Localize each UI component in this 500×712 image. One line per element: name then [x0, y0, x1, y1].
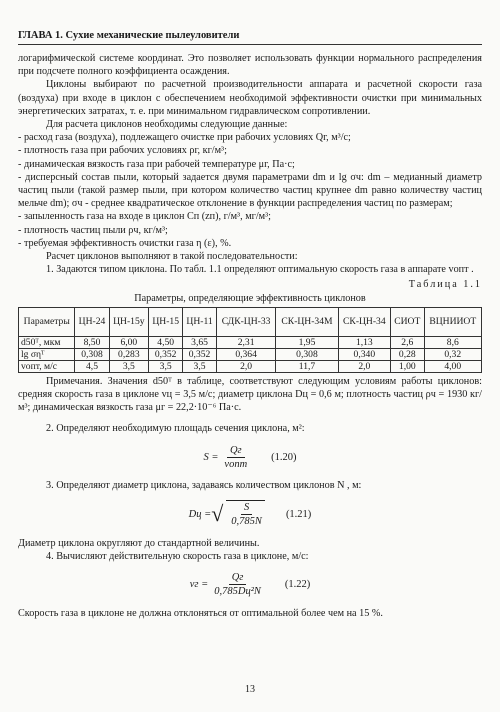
table-cell: 4,50: [149, 336, 183, 348]
formula-numerator: S: [241, 501, 252, 515]
table-cell: 3,65: [183, 336, 217, 348]
table-cell: 0,352: [183, 348, 217, 360]
table-header-cell: СИОТ: [391, 307, 424, 336]
formula-fraction: [221, 444, 250, 471]
paragraph: Диаметр циклона округляют до стандартной величины.: [18, 537, 260, 549]
table-cell: 2,31: [216, 336, 275, 348]
formula-fraction: [211, 571, 264, 598]
step-4: 4. Вычисляют действительную скорость газа в циклоне, м/с:: [46, 550, 309, 562]
table-header-cell: СК-ЦН-34: [338, 307, 390, 336]
table-cell: 4,00: [424, 360, 481, 372]
table-cell: 2,0: [338, 360, 390, 372]
paragraph: Для расчета циклонов необходимы следующие данные:: [46, 119, 288, 131]
formula-numerator: Qг: [229, 571, 247, 585]
radical-icon: √: [211, 501, 224, 527]
table-cell: 0,352: [149, 348, 183, 360]
table-cell: 3,5: [183, 360, 217, 372]
equation-number: (1.21): [285, 508, 312, 520]
table-cell: 8,6: [424, 336, 481, 348]
formula-lhs: Dц =: [188, 508, 212, 520]
equation-number: (1.22): [284, 579, 311, 591]
table-cell: 0,32: [424, 348, 481, 360]
formula-denominator: 0,785N: [231, 516, 262, 528]
table-header-cell: ЦН-24: [75, 307, 109, 336]
paragraph: Скорость газа в циклоне не должна отклоняться от оптимальной более чем на 15 %.: [18, 607, 383, 619]
formula-numerator: Qг: [227, 444, 245, 458]
paragraph: Расчет циклонов выполняют в такой последовательности:: [46, 251, 298, 263]
table-cell: 0,340: [338, 348, 390, 360]
formula-1-21: [18, 500, 482, 528]
table-cell: 1,00: [391, 360, 424, 372]
step-2: 2. Определяют необходимую площадь сечения циклона, м²:: [46, 423, 305, 435]
list-item: - запыленность газа на входе в циклон Сп (zп), г/м³, мг/м³;: [18, 211, 271, 223]
table-header-cell: Параметры: [19, 307, 75, 336]
table-note: Примечания. Значения d50ᵀ в таблице, соответствуют следующим условиям работы циклонов: средняя скорость газа в циклоне vц = 3,5 м/с; диаметр циклона Dц = 0,6 м; плотность частиц ρч = 1930 кг/м³; динамическая вязкость газа μг = 22,2·10⁻⁶ Па·с.: [18, 375, 482, 414]
table-cell: 3,5: [149, 360, 183, 372]
list-item: - плотность частиц пыли ρч, кг/м³;: [18, 224, 168, 236]
table-label: Таблица 1.1: [408, 279, 482, 291]
list-item: - расход газа (воздуха), подлежащего очистке при рабочих условиях Qг, м³/с;: [18, 132, 351, 144]
text-body: [18, 52, 482, 620]
table-cell: 0,283: [109, 348, 149, 360]
paragraph: логарифмической системе координат. Это позволяет использовать функции нормального распределения при подсчете полного коэффициента осаждения.: [18, 53, 482, 78]
table-cell: 0,308: [75, 348, 109, 360]
table-cell: lg σηᵀ: [19, 348, 75, 360]
table-header-cell: ЦН-15: [149, 307, 183, 336]
formula-denominator: 0,785Dц²N: [214, 586, 261, 598]
table-row: [19, 336, 482, 348]
formula-lhs: vг =: [189, 579, 209, 591]
table-header-cell: СДК-ЦН-33: [216, 307, 275, 336]
table-cell: 0,28: [391, 348, 424, 360]
table-header-cell: ЦН-11: [183, 307, 217, 336]
paragraph: Циклоны выбирают по расчетной производительности аппарата и расчетной скорости газа (воздуха) при входе в циклон с обеспечением необходимой эффективности очистки при минимальных энергетических затратах, т. е. при минимальном гидравлическом сопротивлении.: [18, 79, 482, 117]
equation-number: (1.20): [271, 451, 297, 463]
list-item: - динамическая вязкость газа при рабочей температуре μг, Па·с;: [18, 158, 295, 170]
table-cell: 0,364: [216, 348, 275, 360]
formula-denominator: vопт: [224, 458, 248, 470]
table-header-cell: ВЦНИИОТ: [424, 307, 481, 336]
table-cell: 0,308: [276, 348, 338, 360]
chapter-header: ГЛАВА 1. Сухие механические пылеуловители: [18, 30, 482, 45]
table-row: [19, 360, 482, 372]
table-cell: 6,00: [109, 336, 149, 348]
formula-lhs: S =: [203, 451, 219, 463]
table-row: [19, 348, 482, 360]
cyclone-table: [18, 307, 482, 373]
table-cell: d50ᵀ, мкм: [19, 336, 75, 348]
table-header-cell: СК-ЦН-34М: [276, 307, 338, 336]
step-3: 3. Определяют диаметр циклона, задаваясь количеством циклонов N , м:: [46, 480, 362, 492]
table-header-cell: ЦН-15у: [109, 307, 149, 336]
table-cell: 3,5: [109, 360, 149, 372]
formula-fraction: [226, 500, 265, 528]
formula-1-22: [18, 571, 482, 598]
table-cell: 11,7: [276, 360, 338, 372]
step-1: 1. Задаются типом циклона. По табл. 1.1 определяют оптимальную скорость газа в аппарате vопт .: [46, 264, 474, 276]
table-cell: 1,95: [276, 336, 338, 348]
table-cell: 8,50: [75, 336, 109, 348]
formula-1-20: [18, 444, 482, 471]
sqrt-sign: [211, 500, 268, 528]
table-cell: vопт, м/с: [19, 360, 75, 372]
table-cell: 2,0: [216, 360, 275, 372]
list-item: - требуемая эффективность очистки газа η (ε), %.: [18, 237, 232, 249]
table-title: Параметры, определяющие эффективность циклонов: [134, 292, 366, 304]
list-item: - дисперсный состав пыли, который задается двумя параметрами dm и lg σч: dm – медианный диаметр частиц пыли (такой размер пыли, при котором количество частиц крупнее dm равно количеству частиц мельче dm); σч - среднее квадратическое отклонение в функции распределения частиц по размерам;: [18, 171, 482, 210]
list-item: - плотность газа при рабочих условиях ρг, кг/м³;: [18, 145, 227, 157]
table-cell: 2,6: [391, 336, 424, 348]
table-cell: 1,13: [338, 336, 390, 348]
page-number: 13: [245, 684, 255, 695]
table-cell: 4,5: [75, 360, 109, 372]
table-header-row: [19, 307, 482, 336]
